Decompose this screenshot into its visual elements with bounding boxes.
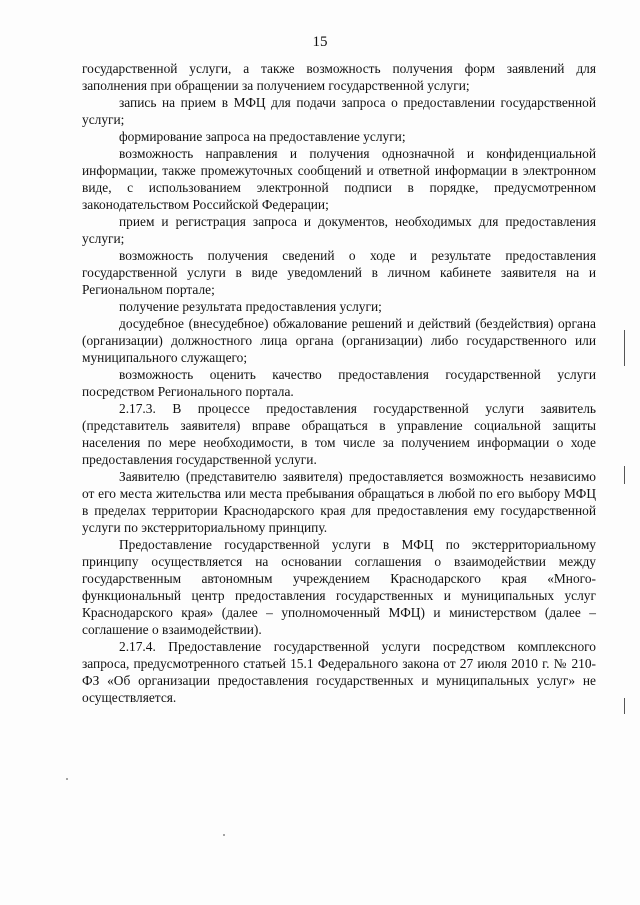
paragraph-continuation: государственной услуги, а также возможность получения форм заявлений для заполнения при обращении за получением государственной услуги; xyxy=(82,61,596,93)
paragraph-information-exchange: возможность направления и получения однозначной и конфиденциальной информации, также промежуточных сообщений и ответной информации в электронном виде, с использованием электронной подписи в порядке, предусмотренном законодательством Российской Федерации; xyxy=(82,146,596,212)
paragraph-request-registration: прием и регистрация запроса и документов, необходимых для предоставления услуги; xyxy=(82,214,596,246)
paragraph-applicant-choice: Заявителю (представителю заявителя) предоставляется возможность независимо от его места жительства или места пребывания обращаться в любой по его выбору МФЦ в пределах территории Краснодарского края для предоставления ему государственной услуги по экстерриториальному принципу. xyxy=(82,469,596,535)
scan-artifact-line xyxy=(624,466,625,484)
paragraph-status-info: возможность получения сведений о ходе и результате предоставления государственной услуги в виде уведомлений в личном кабинете заявителя на и Региональном портале; xyxy=(82,248,596,297)
scan-artifact-line xyxy=(624,330,625,366)
paragraph-2-17-3: 2.17.3. В процессе предоставления государственной услуги заявитель (представитель заявителя) вправе обращаться в управление социальной защиты населения по мере необходимости, в том числе за получением информации о ходе предоставления государственной услуги. xyxy=(82,401,596,467)
scan-artifact-dot xyxy=(66,778,68,780)
paragraph-2-17-4: 2.17.4. Предоставление государственной услуги посредством комплексного запроса, предусмотренного статьей 15.1 Федерального закона от 27 июля 2010 г. № 210-ФЗ «Об организации предоставления государственных и муниципальных услуг» не осуществляется. xyxy=(82,639,596,705)
scan-artifact-dot xyxy=(223,834,225,836)
paragraph-result: получение результата предоставления услуги; xyxy=(119,299,382,314)
paragraph-mfc-appointment: запись на прием в МФЦ для подачи запроса о предоставлении государственной услуги; xyxy=(82,95,596,127)
paragraph-appeal: досудебное (внесудебное) обжалование решений и действий (бездействия) органа (организации) должностного лица органа (организации) либо государственного или муниципального служащего; xyxy=(82,316,596,365)
paragraph-extraterritorial: Предоставление государственной услуги в МФЦ по экстерриториальному принципу осуществляется на основании соглашения о взаимодействии между государственным автономным учреждением Краснодарского края «Многофункциональный центр предоставления государственных и муниципальных услуг Краснодарского края» (далее – уполномоченный МФЦ) и министерством (далее – соглашение о взаимодействии). xyxy=(82,537,596,637)
document-body xyxy=(82,60,596,706)
paragraph-request-forming: формирование запроса на предоставление услуги; xyxy=(119,129,406,144)
scan-artifact-line xyxy=(624,698,625,714)
page-number: 15 xyxy=(312,34,328,50)
paragraph-quality-rating: возможность оценить качество предоставления государственной услуги посредством Регионального портала. xyxy=(82,367,596,399)
